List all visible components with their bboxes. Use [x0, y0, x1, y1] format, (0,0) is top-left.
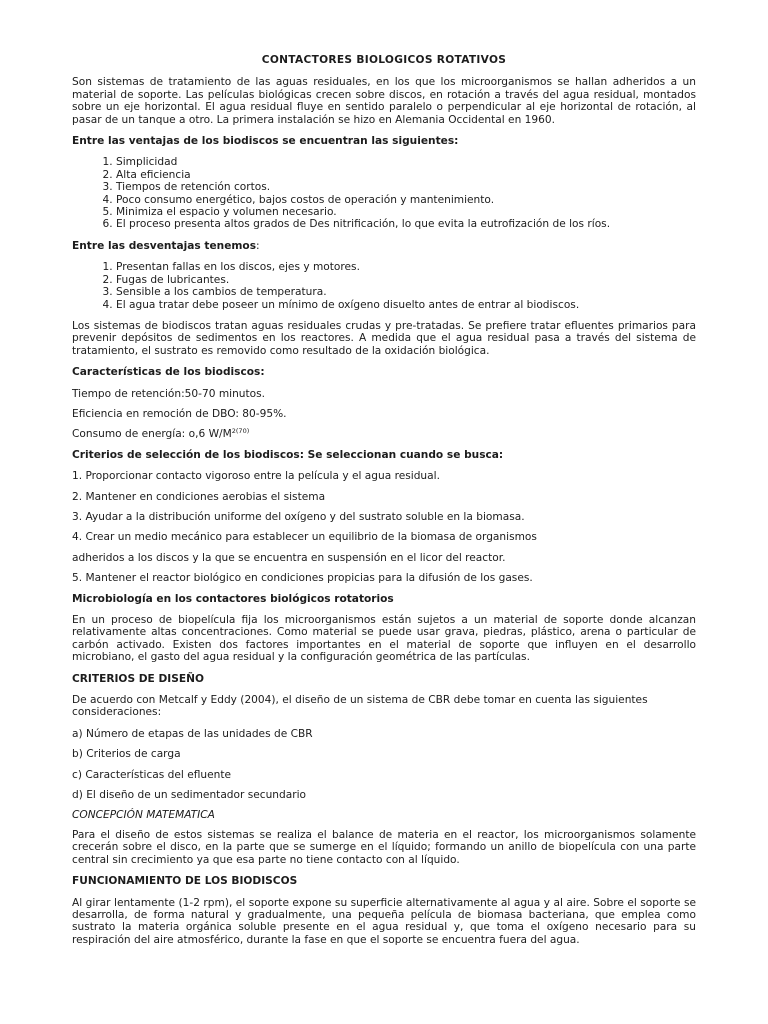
ventajas-heading: Entre las ventajas de los biodiscos se encuentran las siguientes: — [72, 135, 459, 148]
list-item: 3. Tiempos de retención cortos. — [116, 181, 696, 193]
diseno-item: a) Número de etapas de las unidades de CBR — [72, 727, 313, 740]
consumo-energia — [72, 428, 696, 440]
criterios-diseno-heading: CRITERIOS DE DISEÑO — [72, 672, 204, 685]
intro-paragraph: Son sistemas de tratamiento de las aguas residuales, en los que los microorganismos se hallan adheridos a un material de soporte. Las películas biológicas crecen sobre discos, en rotación a través del agua residual, montados sobre un eje horizontal. El agua residual fluye en sentido paralelo o perpendicular al eje horizontal de rotación, al pasar de un tanque a otro. La primera instalación se hizo en Alemania Occidental en 1960. — [72, 76, 696, 126]
list-item: 2. Fugas de lubricantes. — [116, 274, 696, 286]
list-item: 1. Presentan fallas en los discos, ejes y motores. — [116, 261, 696, 273]
concepcion-heading: CONCEPCIÓN MATEMATICA — [72, 809, 215, 822]
concepcion-paragraph: Para el diseño de estos sistemas se realiza el balance de materia en el reactor, los microorganismos solamente crecerán sobre el disco, en la parte que se sumerge en el líquido; formando un anillo de biopelícula con una parte central sin crecimiento ya que esa parte no tiene contacto con al líquido. — [72, 828, 696, 866]
desventajas-list — [72, 261, 696, 311]
criterios-diseno-paragraph: De acuerdo con Metcalf y Eddy (2004), el diseño de un sistema de CBR debe tomar en cuenta las siguientes consideraciones: — [72, 694, 648, 719]
diseno-item: c) Características del efluente — [72, 768, 232, 781]
criterio-item: 2. Mantener en condiciones aerobias el sistema — [72, 490, 326, 503]
microbiologia-paragraph: En un proceso de biopelícula fija los microorganismos están sujetos a un material de soporte donde alcanzan relativamente altas concentraciones. Como material se puede usar grava, piedras, plástico, arena o particular de carbón activado. Existen dos factores importantes en el material de soporte que influyen en el desarrollo microbiano, el gasto del agua residual y la configuración geométrica de las partículas. — [72, 614, 696, 664]
eficiencia-dbo: Eficiencia en remoción de DBO: 80-95%. — [72, 407, 287, 420]
caracteristicas-heading: Características de los biodiscos: — [72, 366, 265, 379]
consumo-energia-text: Consumo de energía: o,6 W/M — [72, 428, 232, 441]
criterio-item: 3. Ayudar a la distribución uniforme del oxígeno y del sustrato soluble en la biomasa. — [72, 510, 525, 523]
desventajas-heading — [72, 240, 696, 252]
desventajas-heading-bold: Entre las desventajas tenemos — [72, 239, 257, 252]
list-item: 5. Minimiza el espacio y volumen necesario. — [116, 206, 696, 218]
criterios-seleccion-heading: Criterios de selección de los biodiscos: Se seleccionan cuando se busca: — [72, 448, 504, 461]
diseno-item: d) El diseño de un sedimentador secundario — [72, 789, 307, 802]
funcionamiento-paragraph: Al girar lentamente (1-2 rpm), el soporte expone su superficie alternativamente al agua y al aire. Sobre el soporte se desarrolla, de forma natural y gradualmente, una pequeña película de biomasa bacteriana, que emplea como sustrato la materia orgánica soluble presente en el agua residual y, que toma el oxígeno necesario para su respiración del aire atmosférico, durante la fase en que el soporte se encuentra fuera del agua. — [72, 896, 696, 946]
criterio-item: 5. Mantener el reactor biológico en condiciones propicias para la difusión de los gases. — [72, 572, 533, 585]
criterio-item: 4. Crear un medio mecánico para establecer un equilibrio de la biomasa de organismos — [72, 531, 537, 544]
funcionamiento-heading: FUNCIONAMIENTO DE LOS BIODISCOS — [72, 875, 298, 888]
criterio-item: 1. Proporcionar contacto vigoroso entre la película y el agua residual. — [72, 470, 440, 483]
tiempo-retencion: Tiempo de retención:50-70 minutos. — [72, 387, 266, 400]
list-item: 4. El agua tratar debe poseer un mínimo de oxígeno disuelto antes de entrar al biodiscos. — [116, 299, 696, 311]
crudas-paragraph: Los sistemas de biodiscos tratan aguas residuales crudas y pre-tratadas. Se prefiere tratar efluentes primarios para prevenir depósitos de sedimentos en los reactores. A medida que el agua residual pasa a través del sistema de tratamiento, el sustrato es removido como resultado de la oxidación biológica. — [72, 319, 696, 357]
desventajas-heading-colon: : — [256, 239, 260, 252]
document-title: CONTACTORES BIOLOGICOS ROTATIVOS — [261, 54, 507, 66]
list-item: 1. Simplicidad — [116, 156, 696, 168]
list-item: 6. El proceso presenta altos grados de Des nitrificación, lo que evita la eutrofización de los ríos. — [116, 218, 696, 230]
microbiologia-heading: Microbiología en los contactores biológicos rotatorios — [72, 592, 394, 605]
list-item: 4. Poco consumo energético, bajos costos de operación y mantenimiento. — [116, 194, 696, 206]
list-item: 2. Alta eficiencia — [116, 169, 696, 181]
list-item: 3. Sensible a los cambios de temperatura. — [116, 286, 696, 298]
diseno-item: b) Criterios de carga — [72, 748, 181, 761]
ventajas-list — [72, 156, 696, 230]
criterio-item: adheridos a los discos y la que se encuentra en suspensión en el licor del reactor. — [72, 551, 506, 564]
consumo-energia-superscript: 2(70) — [231, 427, 250, 436]
